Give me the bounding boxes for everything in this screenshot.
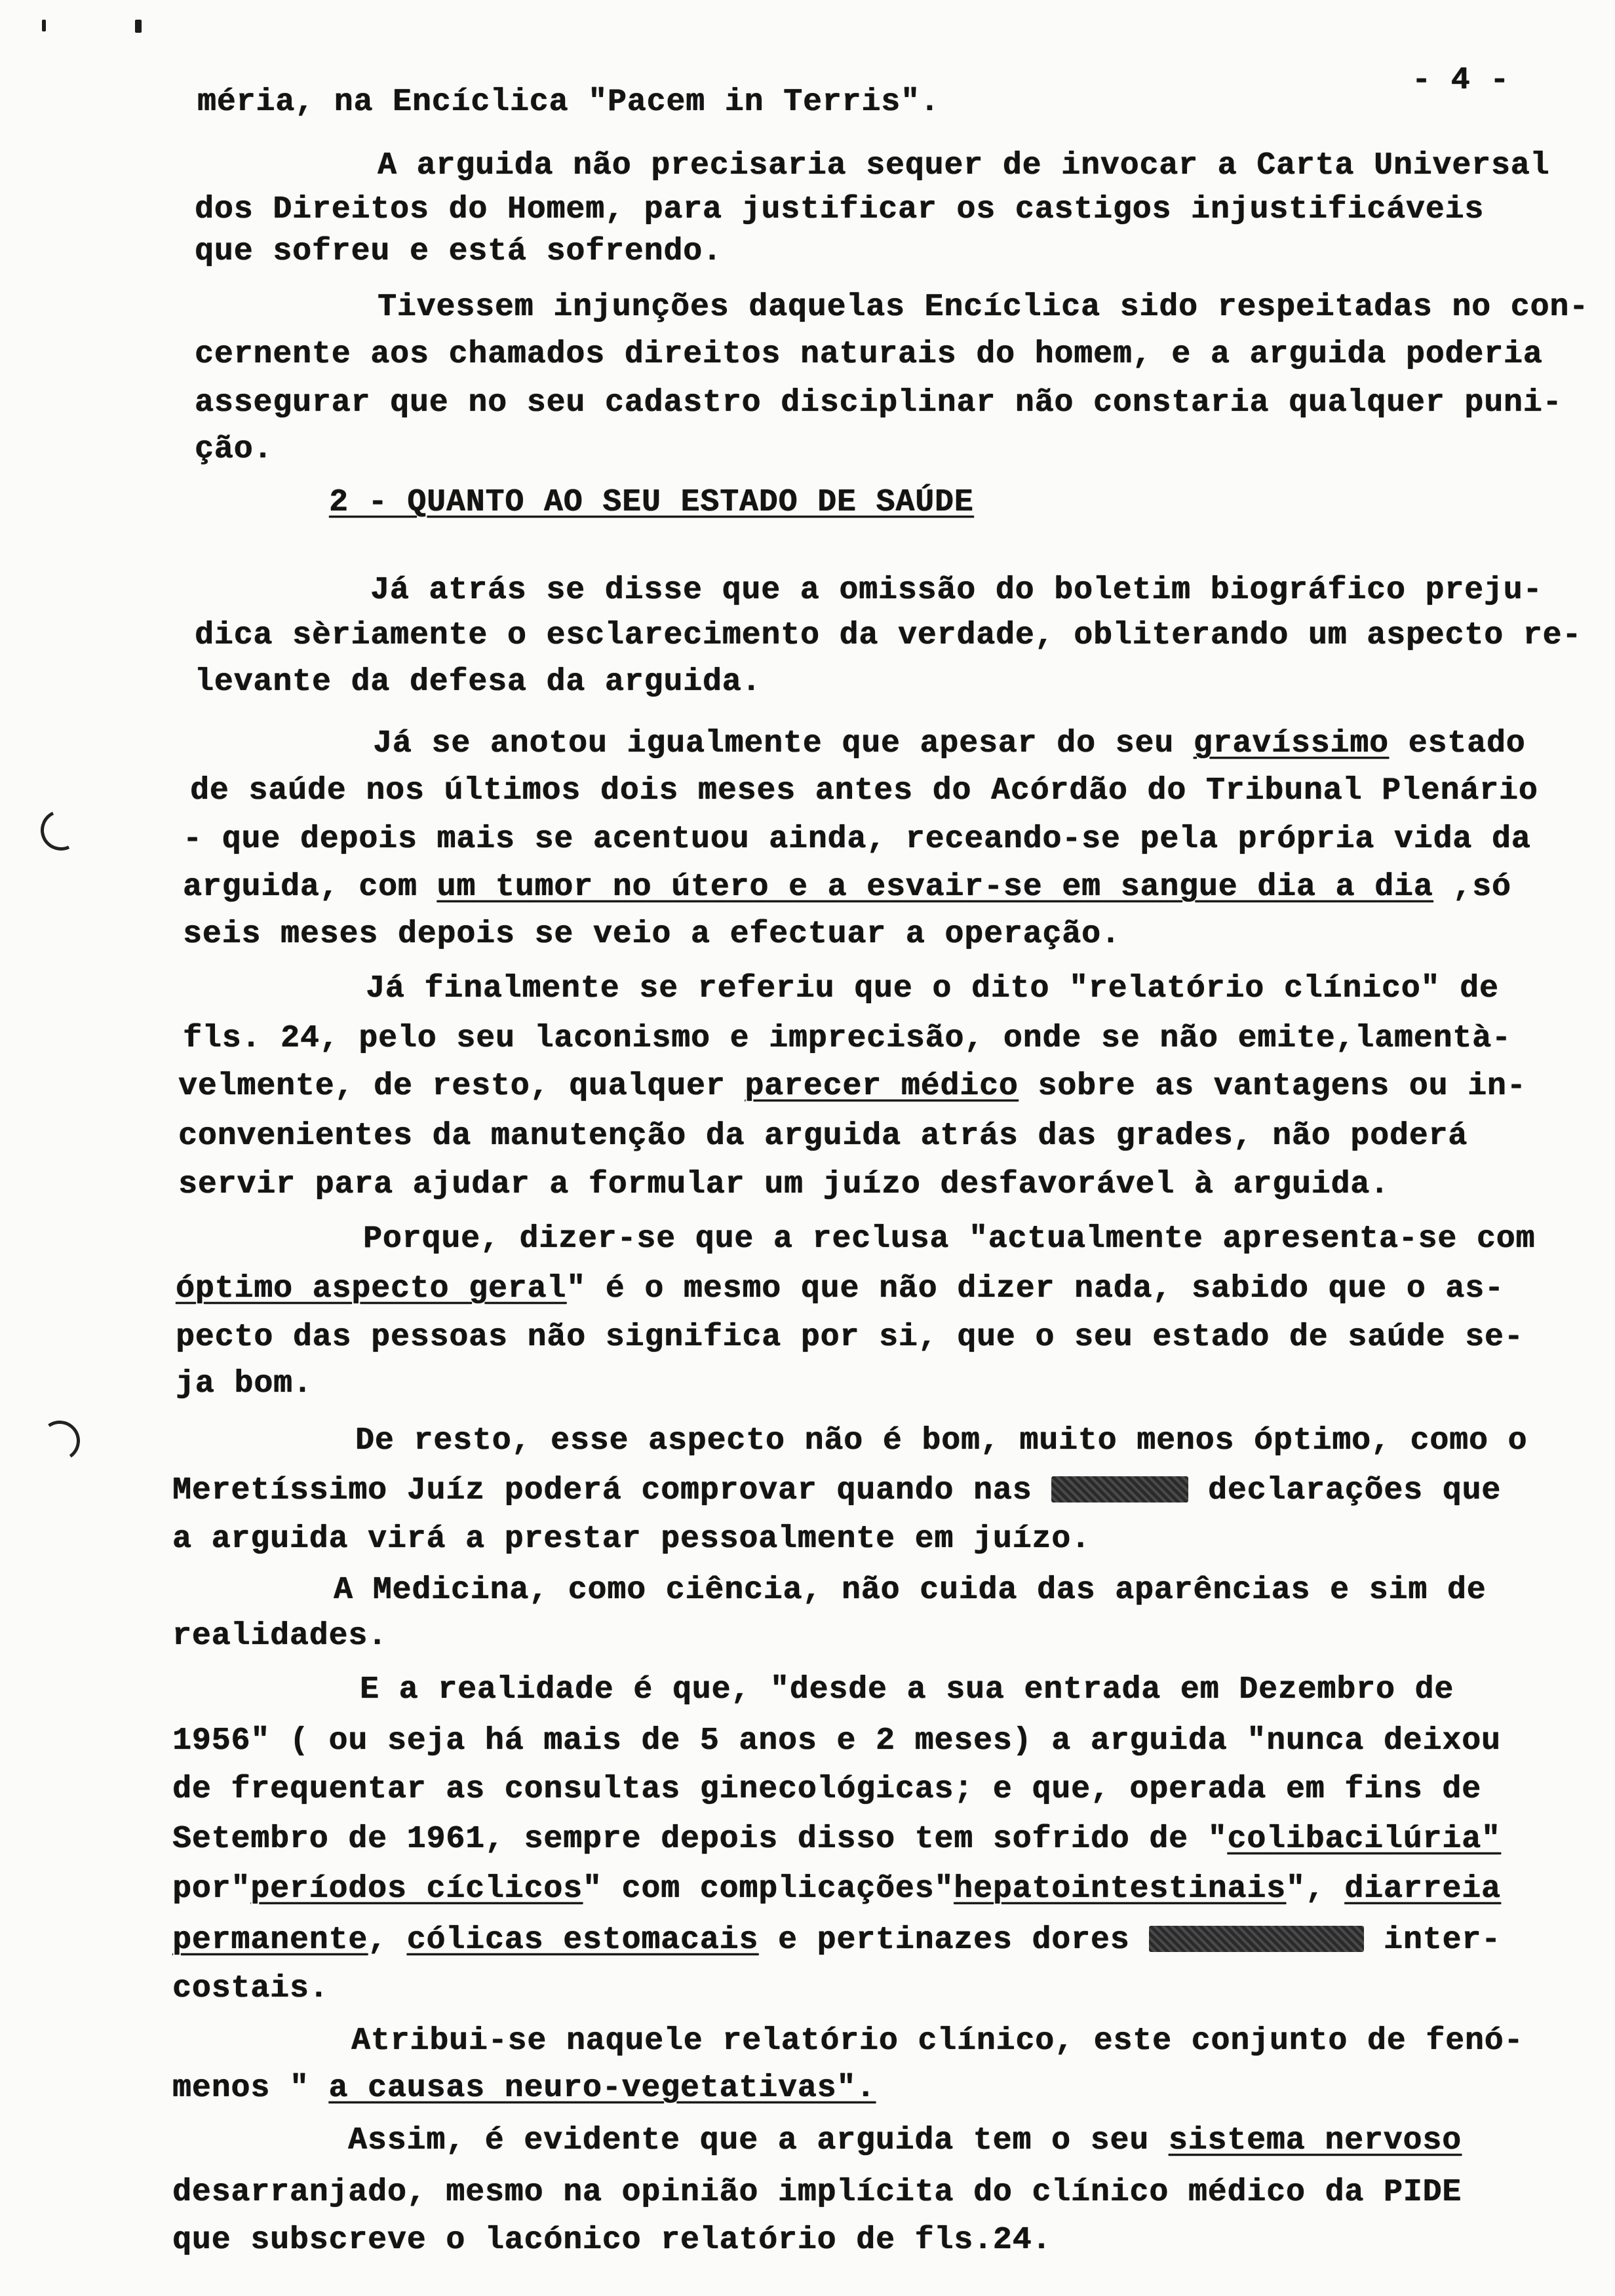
text-line bbox=[172, 1921, 1501, 1960]
paragraph-first-line bbox=[373, 724, 1525, 763]
struck-out-text bbox=[1051, 1476, 1188, 1502]
text-line bbox=[172, 1520, 1091, 1559]
text-segment: Assim, é evidente que a arguida tem o seu bbox=[348, 2123, 1169, 2158]
text-segment: dica sèriamente o esclarecimento da verdade, obliterando um aspecto re- bbox=[195, 618, 1582, 653]
text-line bbox=[183, 820, 1531, 859]
text-segment: Tivessem injunções daquelas Encíclica sido respeitadas no con- bbox=[378, 290, 1589, 325]
text-segment: ", bbox=[1285, 1871, 1345, 1907]
text-segment: " com complicações" bbox=[582, 1871, 954, 1907]
text-segment: Atribui-se naquele relatório clínico, este conjunto de fenó- bbox=[351, 2023, 1524, 2059]
underlined-text: " bbox=[1481, 1822, 1501, 1857]
text-segment: Meretíssimo Juíz poderá comprovar quando nas bbox=[172, 1473, 1052, 1508]
text-line bbox=[172, 2069, 876, 2108]
text-line bbox=[172, 1617, 387, 1656]
struck-out-text bbox=[1149, 1926, 1364, 1952]
text-segment: cernente aos chamados direitos naturais do homem, e a arguida poderia bbox=[195, 337, 1543, 372]
text-segment: realidades. bbox=[172, 1618, 387, 1654]
text-line bbox=[178, 1117, 1468, 1156]
text-segment: ja bom. bbox=[176, 1366, 313, 1402]
text-line bbox=[183, 1019, 1511, 1058]
underlined-text: um tumor no útero e a esvair-se em sangue dia a dia bbox=[437, 870, 1433, 905]
underlined-text: hepatointestinais bbox=[954, 1871, 1286, 1907]
text-segment: , bbox=[368, 1923, 407, 1958]
text-segment: de saúde nos últimos dois meses antes do Acórdão do Tribunal Plenário bbox=[190, 773, 1538, 809]
text-segment: Já se anotou igualmente que apesar do seu bbox=[373, 726, 1194, 761]
paragraph-first-line bbox=[355, 1421, 1527, 1461]
underlined-text: a causas neuro-vegetativas bbox=[328, 2071, 837, 2106]
text-line bbox=[176, 1269, 1504, 1309]
text-segment: pecto das pessoas não significa por si, que o seu estado de saúde se- bbox=[176, 1320, 1524, 1355]
page-number: - 4 - bbox=[1412, 63, 1510, 98]
text-segment: desarranjado, mesmo na opinião implícita do clínico médico da PIDE bbox=[172, 2175, 1462, 2210]
paragraph-first-line bbox=[351, 2021, 1523, 2061]
text-segment: ,só bbox=[1433, 870, 1511, 905]
text-segment: fls. 24, pelo seu laconismo e imprecisão, onde se não emite,lamentà- bbox=[183, 1021, 1511, 1056]
text-segment: de frequentar as consultas ginecológicas; e que, operada em fins de bbox=[172, 1772, 1481, 1807]
punch-hole bbox=[36, 1417, 83, 1464]
text-segment: convenientes da manutenção da arguida atrás das grades, não poderá bbox=[178, 1119, 1468, 1154]
paragraph-first-line bbox=[360, 1670, 1454, 1710]
text-segment: Já atrás se disse que a omissão do boletim biográfico preju- bbox=[370, 573, 1543, 608]
paragraph-first-line bbox=[348, 2121, 1462, 2160]
text-segment: A arguida não precisaria sequer de invocar a Carta Universal bbox=[378, 148, 1550, 183]
text-segment: " é o mesmo que não dizer nada, sabido que o as- bbox=[566, 1271, 1504, 1307]
underlined-text: períodos cíclicos bbox=[250, 1871, 583, 1907]
underlined-text: 2 - QUANTO AO SEU ESTADO DE SAÚDE bbox=[329, 485, 974, 520]
paragraph-first-line bbox=[378, 288, 1589, 327]
text-segment: a arguida virá a prestar pessoalmente em juízo. bbox=[172, 1521, 1091, 1557]
text-line bbox=[172, 1869, 1501, 1909]
text-segment: dos Direitos do Homem, para justificar os castigos injustificáveis bbox=[195, 192, 1485, 227]
text-segment: Setembro de 1961, sempre depois disso tem sofrido de " bbox=[172, 1822, 1228, 1857]
text-segment: assegurar que no seu cadastro disciplinar não constaria qualquer puni- bbox=[195, 385, 1563, 421]
text-line bbox=[195, 616, 1582, 655]
text-line bbox=[172, 1770, 1481, 1809]
text-line bbox=[195, 335, 1543, 374]
text-segment: sobre as vantagens ou in- bbox=[1018, 1069, 1527, 1104]
underlined-text: colibacilúria bbox=[1227, 1822, 1481, 1857]
text-line bbox=[183, 915, 1121, 954]
underlined-text: cólicas estomacais bbox=[406, 1923, 759, 1958]
text-line bbox=[197, 83, 940, 122]
underlined-text: permanente bbox=[172, 1923, 368, 1958]
text-line bbox=[172, 2173, 1462, 2212]
text-segment: que sofreu e está sofrendo. bbox=[195, 234, 722, 269]
underlined-text: ". bbox=[836, 2071, 876, 2106]
stray-mark bbox=[42, 20, 46, 31]
underlined-text: óptimo aspecto geral bbox=[176, 1271, 567, 1307]
text-segment: costais. bbox=[172, 1971, 329, 2006]
text-segment: inter- bbox=[1364, 1923, 1501, 1958]
text-line bbox=[195, 383, 1562, 423]
text-segment: por" bbox=[172, 1871, 251, 1907]
paragraph-first-line bbox=[378, 146, 1549, 185]
text-segment: declarações que bbox=[1188, 1473, 1502, 1508]
text-segment: méria, na Encíclica "Pacem in Terris". bbox=[197, 85, 940, 120]
text-line bbox=[176, 1318, 1524, 1357]
text-segment: levante da defesa da arguida. bbox=[195, 664, 762, 700]
text-segment: seis meses depois se veio a efectuar a operação. bbox=[183, 917, 1121, 952]
underlined-text: diarreia bbox=[1344, 1871, 1501, 1907]
text-line bbox=[178, 1067, 1527, 1106]
text-line bbox=[183, 868, 1511, 907]
text-segment: menos " bbox=[172, 2071, 329, 2106]
underlined-text: gravíssimo bbox=[1193, 726, 1389, 761]
text-segment: que subscreve o lacónico relatório de fls.24. bbox=[172, 2223, 1052, 2258]
text-line bbox=[195, 430, 273, 469]
paragraph-first-line bbox=[370, 571, 1542, 610]
underlined-text: sistema nervoso bbox=[1168, 2123, 1462, 2158]
punch-hole bbox=[35, 804, 87, 856]
text-segment: De resto, esse aspecto não é bom, muito menos óptimo, como o bbox=[355, 1423, 1528, 1459]
text-line bbox=[172, 1471, 1501, 1510]
text-segment: arguida, com bbox=[183, 870, 437, 905]
stray-mark bbox=[135, 20, 142, 33]
text-segment: estado bbox=[1388, 726, 1526, 761]
text-line bbox=[176, 1364, 313, 1404]
text-segment: e pertinazes dores bbox=[758, 1923, 1150, 1958]
text-line bbox=[172, 1820, 1501, 1859]
text-line bbox=[195, 662, 761, 702]
text-line bbox=[172, 2221, 1051, 2260]
paragraph-first-line bbox=[363, 1219, 1535, 1259]
text-line bbox=[195, 190, 1484, 229]
text-segment: servir para ajudar a formular um juízo desfavorável à arguida. bbox=[178, 1167, 1390, 1202]
text-line bbox=[172, 1969, 328, 2008]
text-segment: E a realidade é que, "desde a sua entrada em Dezembro de bbox=[360, 1672, 1454, 1708]
text-segment: velmente, de resto, qualquer bbox=[178, 1069, 745, 1104]
text-segment: 1956" ( ou seja há mais de 5 anos e 2 meses) a arguida "nunca deixou bbox=[172, 1723, 1501, 1759]
text-segment: A Medicina, como ciência, não cuida das aparências e sim de bbox=[334, 1573, 1487, 1608]
underlined-text: parecer médico bbox=[745, 1069, 1019, 1104]
text-line bbox=[178, 1165, 1390, 1204]
paragraph-first-line bbox=[334, 1571, 1486, 1610]
text-line bbox=[172, 1721, 1501, 1761]
text-line bbox=[195, 232, 722, 271]
text-line bbox=[190, 771, 1538, 811]
text-segment: Porque, dizer-se que a reclusa "actualmente apresenta-se com bbox=[363, 1221, 1536, 1257]
section-heading bbox=[329, 483, 974, 522]
text-segment: Já finalmente se referiu que o dito "relatório clínico" de bbox=[366, 971, 1499, 1006]
text-segment: - que depois mais se acentuou ainda, receando-se pela própria vida da bbox=[183, 822, 1531, 857]
paragraph-first-line bbox=[366, 969, 1499, 1008]
text-segment: ção. bbox=[195, 432, 273, 467]
